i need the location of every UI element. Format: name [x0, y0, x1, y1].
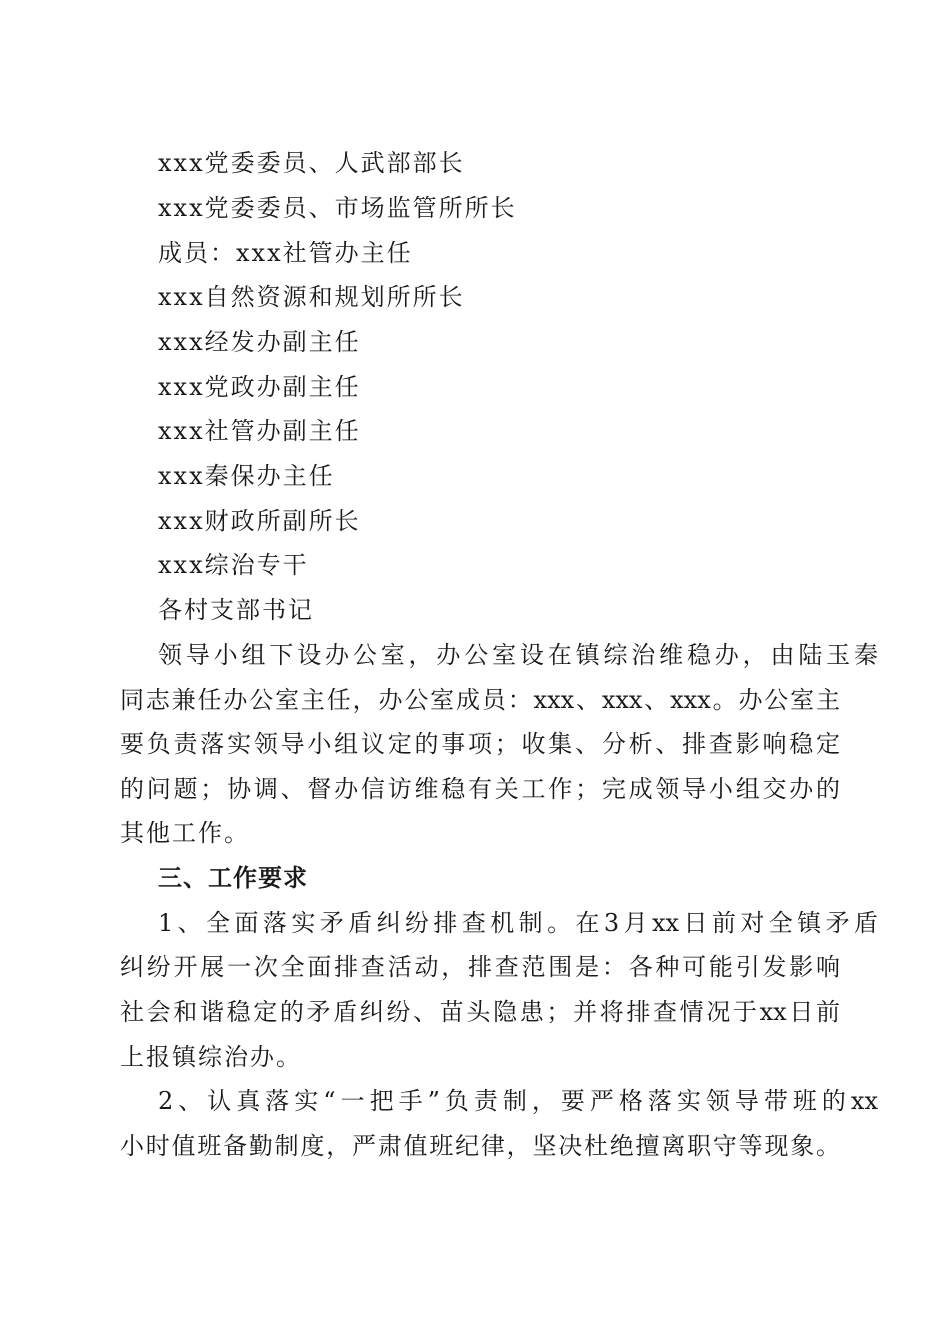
requirement-1-line: 1、全面落实矛盾纠纷排查机制。在3月xx日前对全镇矛盾	[158, 909, 878, 937]
member-line: xxx党政办副主任	[158, 373, 361, 401]
member-line: xxx综治专干	[158, 551, 309, 579]
member-line: xxx党委委员、人武部部长	[158, 149, 465, 177]
requirement-1-line: 上报镇综治办。	[120, 1043, 302, 1071]
member-line: 各村支部书记	[158, 596, 314, 624]
requirement-2-line: 小时值班备勤制度，严肃值班纪律，坚决杜绝擅离职守等现象。	[120, 1132, 840, 1160]
member-line: 成员：xxx社管办主任	[158, 239, 413, 267]
member-line: xxx经发办副主任	[158, 328, 361, 356]
requirement-2-line: 2、认真落实“一把手”负责制，要严格落实领导带班的xx	[158, 1087, 878, 1115]
requirement-1-line: 社会和谐稳定的矛盾纠纷、苗头隐患；并将排查情况于xx日前	[120, 998, 840, 1026]
requirement-1-line: 纠纷开展一次全面排查活动，排查范围是：各种可能引发影响	[120, 953, 840, 981]
member-line: xxx财政所副所长	[158, 507, 361, 535]
office-paragraph-line: 要负责落实领导小组议定的事项；收集、分析、排查影响稳定	[120, 730, 840, 758]
office-paragraph-line: 的问题；协调、督办信访维稳有关工作；完成领导小组交办的	[120, 775, 840, 803]
member-line: xxx社管办副主任	[158, 417, 361, 445]
office-paragraph-line: 同志兼任办公室主任，办公室成员：xxx、xxx、xxx。办公室主	[120, 686, 840, 714]
member-line: xxx自然资源和规划所所长	[158, 283, 465, 311]
member-line: xxx党委委员、市场监管所所长	[158, 194, 517, 222]
member-line: xxx秦保办主任	[158, 462, 335, 490]
office-paragraph-line: 领导小组下设办公室，办公室设在镇综治维稳办，由陆玉秦	[158, 641, 878, 669]
office-paragraph-line: 其他工作。	[120, 819, 250, 847]
section-heading: 三、工作要求	[158, 864, 308, 892]
